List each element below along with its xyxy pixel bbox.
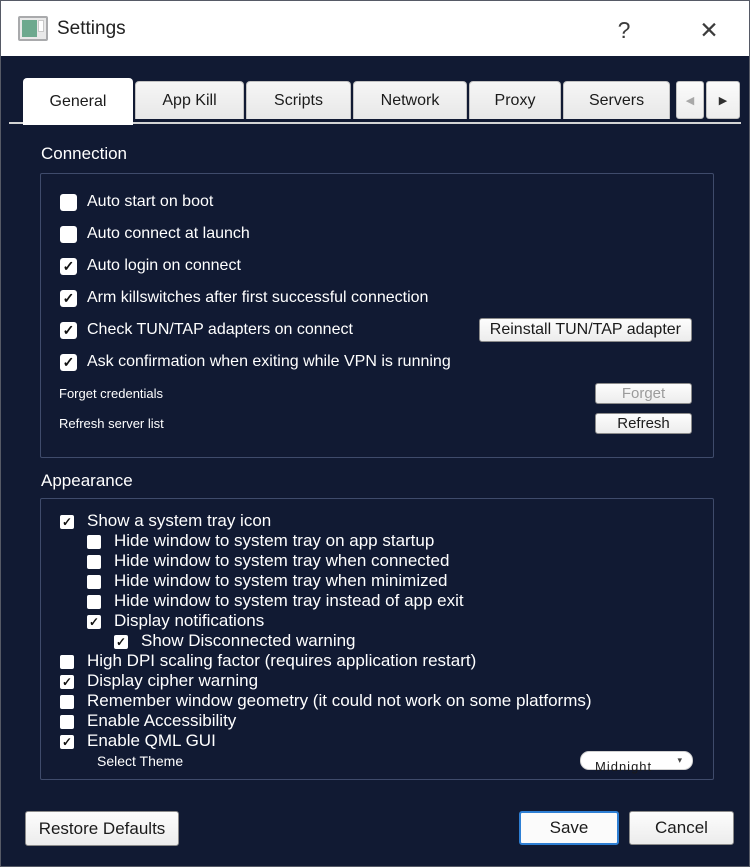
checkmark-icon: ✓ bbox=[62, 321, 75, 338]
checkbox-unchecked[interactable] bbox=[60, 194, 77, 211]
refresh-button[interactable]: Refresh bbox=[595, 413, 692, 434]
tab-scroll-right-button[interactable]: ▶ bbox=[706, 81, 740, 119]
theme-label: Select Theme bbox=[97, 753, 184, 769]
forget-button[interactable]: Forget bbox=[595, 383, 692, 404]
checkbox-label: Enable Accessibility bbox=[87, 711, 237, 730]
checkbox-label: Remember window geometry (it could not work on some platforms) bbox=[87, 691, 592, 710]
checkbox-checked[interactable] bbox=[60, 675, 74, 689]
tab-network[interactable]: Network bbox=[353, 81, 467, 119]
action-row-forget-credentials bbox=[41, 378, 713, 408]
checkbox-row-hide-window-to-system-tray-when-connected[interactable] bbox=[41, 551, 713, 570]
appearance-section-title: Appearance bbox=[41, 471, 133, 490]
checkbox-row-hide-window-to-system-tray-instead-of-app-exit[interactable] bbox=[41, 591, 713, 610]
tab-general[interactable]: General bbox=[23, 78, 133, 125]
checkbox-label: Hide window to system tray instead of app exit bbox=[114, 591, 464, 610]
checkbox-label: Hide window to system tray when minimized bbox=[114, 571, 448, 590]
title-bar bbox=[1, 1, 749, 56]
checkbox-label: Show a system tray icon bbox=[87, 511, 272, 530]
window-title: Settings bbox=[57, 18, 126, 39]
tab-bar bbox=[23, 78, 740, 125]
checkbox-row-arm-killswitches-after-first-successful-connection[interactable] bbox=[41, 282, 713, 314]
checkbox-label: Auto login on connect bbox=[87, 257, 241, 274]
checkbox-checked[interactable] bbox=[60, 515, 74, 529]
checkmark-icon: ✓ bbox=[62, 289, 75, 306]
checkbox-label: High DPI scaling factor (requires application restart) bbox=[87, 651, 477, 670]
close-button[interactable]: ✕ bbox=[699, 17, 719, 43]
checkbox-label: Auto connect at launch bbox=[87, 225, 250, 242]
app-icon-side-pane bbox=[38, 20, 44, 32]
theme-select[interactable] bbox=[580, 751, 693, 774]
checkbox-row-show-disconnected-warning[interactable] bbox=[41, 631, 713, 650]
tab-scroll-left-button[interactable]: ◀ bbox=[676, 81, 704, 119]
checkbox-unchecked[interactable] bbox=[87, 595, 101, 609]
checkbox-checked[interactable] bbox=[60, 354, 77, 371]
checkbox-row-auto-login-on-connect[interactable] bbox=[41, 250, 713, 282]
checkbox-row-enable-accessibility[interactable] bbox=[41, 711, 713, 730]
checkmark-icon: ✓ bbox=[62, 353, 75, 370]
checkbox-label: Auto start on boot bbox=[87, 193, 214, 210]
checkbox-unchecked[interactable] bbox=[87, 535, 101, 549]
checkbox-label: Hide window to system tray on app startup bbox=[114, 531, 435, 550]
checkbox-label: Show Disconnected warning bbox=[141, 631, 356, 650]
checkbox-label: Display notifications bbox=[114, 611, 265, 630]
checkbox-row-enable-qml-gui[interactable] bbox=[41, 731, 713, 750]
dropdown-arrow-icon: ▾ bbox=[677, 755, 682, 765]
checkbox-checked[interactable] bbox=[114, 635, 128, 649]
checkbox-unchecked[interactable] bbox=[60, 226, 77, 243]
checkbox-row-auto-start-on-boot[interactable] bbox=[41, 186, 713, 218]
checkbox-unchecked[interactable] bbox=[87, 575, 101, 589]
checkbox-checked[interactable] bbox=[60, 258, 77, 275]
checkbox-row-auto-connect-at-launch[interactable] bbox=[41, 218, 713, 250]
checkbox-label: Hide window to system tray when connected bbox=[114, 551, 450, 570]
checkbox-row-hide-window-to-system-tray-when-minimized[interactable] bbox=[41, 571, 713, 590]
checkbox-row-display-notifications[interactable] bbox=[41, 611, 713, 630]
checkmark-icon: ✓ bbox=[115, 634, 127, 649]
checkbox-checked[interactable] bbox=[60, 322, 77, 339]
tab-scripts[interactable]: Scripts bbox=[246, 81, 351, 119]
checkbox-row-hide-window-to-system-tray-on-app-startup[interactable] bbox=[41, 531, 713, 550]
checkbox-label: Ask confirmation when exiting while VPN is running bbox=[87, 353, 451, 370]
checkbox-label: Enable QML GUI bbox=[87, 731, 216, 750]
checkbox-label: Check TUN/TAP adapters on connect bbox=[87, 321, 353, 338]
checkbox-row-high-dpi-scaling-factor-requires-application-restart[interactable] bbox=[41, 651, 713, 670]
checkbox-checked[interactable] bbox=[87, 615, 101, 629]
checkbox-checked[interactable] bbox=[60, 735, 74, 749]
checkmark-icon: ✓ bbox=[61, 734, 73, 749]
action-label: Refresh server list bbox=[59, 415, 164, 431]
tab-app-kill[interactable]: App Kill bbox=[135, 81, 244, 119]
checkbox-label: Arm killswitches after first successful connection bbox=[87, 289, 429, 306]
checkbox-checked[interactable] bbox=[60, 290, 77, 307]
connection-group bbox=[40, 173, 714, 458]
action-row-refresh-server-list bbox=[41, 408, 713, 438]
checkmark-icon: ✓ bbox=[62, 257, 75, 274]
app-icon-screenshot-pane bbox=[22, 20, 37, 37]
checkbox-row-ask-confirmation-when-exiting-while-vpn-is-running[interactable] bbox=[41, 346, 713, 378]
checkbox-row-display-cipher-warning[interactable] bbox=[41, 671, 713, 690]
theme-value-clip bbox=[595, 758, 653, 774]
checkbox-unchecked[interactable] bbox=[60, 655, 74, 669]
theme-value: Midnight bbox=[595, 759, 653, 774]
tab-servers[interactable]: Servers bbox=[563, 81, 670, 119]
theme-row bbox=[41, 751, 713, 774]
checkmark-icon: ✓ bbox=[61, 674, 73, 689]
checkmark-icon: ✓ bbox=[88, 614, 100, 629]
help-button[interactable]: ? bbox=[617, 17, 631, 43]
checkbox-row-show-a-system-tray-icon[interactable] bbox=[41, 511, 713, 530]
checkbox-row-remember-window-geometry-it-could-not-work-on-some-platforms[interactable] bbox=[41, 691, 713, 710]
appearance-group bbox=[40, 498, 714, 780]
connection-section-title: Connection bbox=[41, 144, 128, 163]
save-button[interactable]: Save bbox=[519, 811, 619, 845]
action-label: Forget credentials bbox=[59, 385, 164, 401]
checkmark-icon: ✓ bbox=[61, 514, 73, 529]
tab-proxy[interactable]: Proxy bbox=[469, 81, 561, 119]
app-window-icon bbox=[18, 16, 48, 41]
checkbox-label: Display cipher warning bbox=[87, 671, 259, 690]
checkbox-unchecked[interactable] bbox=[60, 715, 74, 729]
cancel-button[interactable]: Cancel bbox=[629, 811, 734, 845]
reinstall-tun-tap-adapter-button[interactable]: Reinstall TUN/TAP adapter bbox=[479, 318, 692, 342]
restore-defaults-button[interactable]: Restore Defaults bbox=[25, 811, 179, 846]
checkbox-unchecked[interactable] bbox=[87, 555, 101, 569]
checkbox-row-check-tun-tap-adapters-on-connect[interactable] bbox=[41, 314, 713, 346]
checkbox-unchecked[interactable] bbox=[60, 695, 74, 709]
